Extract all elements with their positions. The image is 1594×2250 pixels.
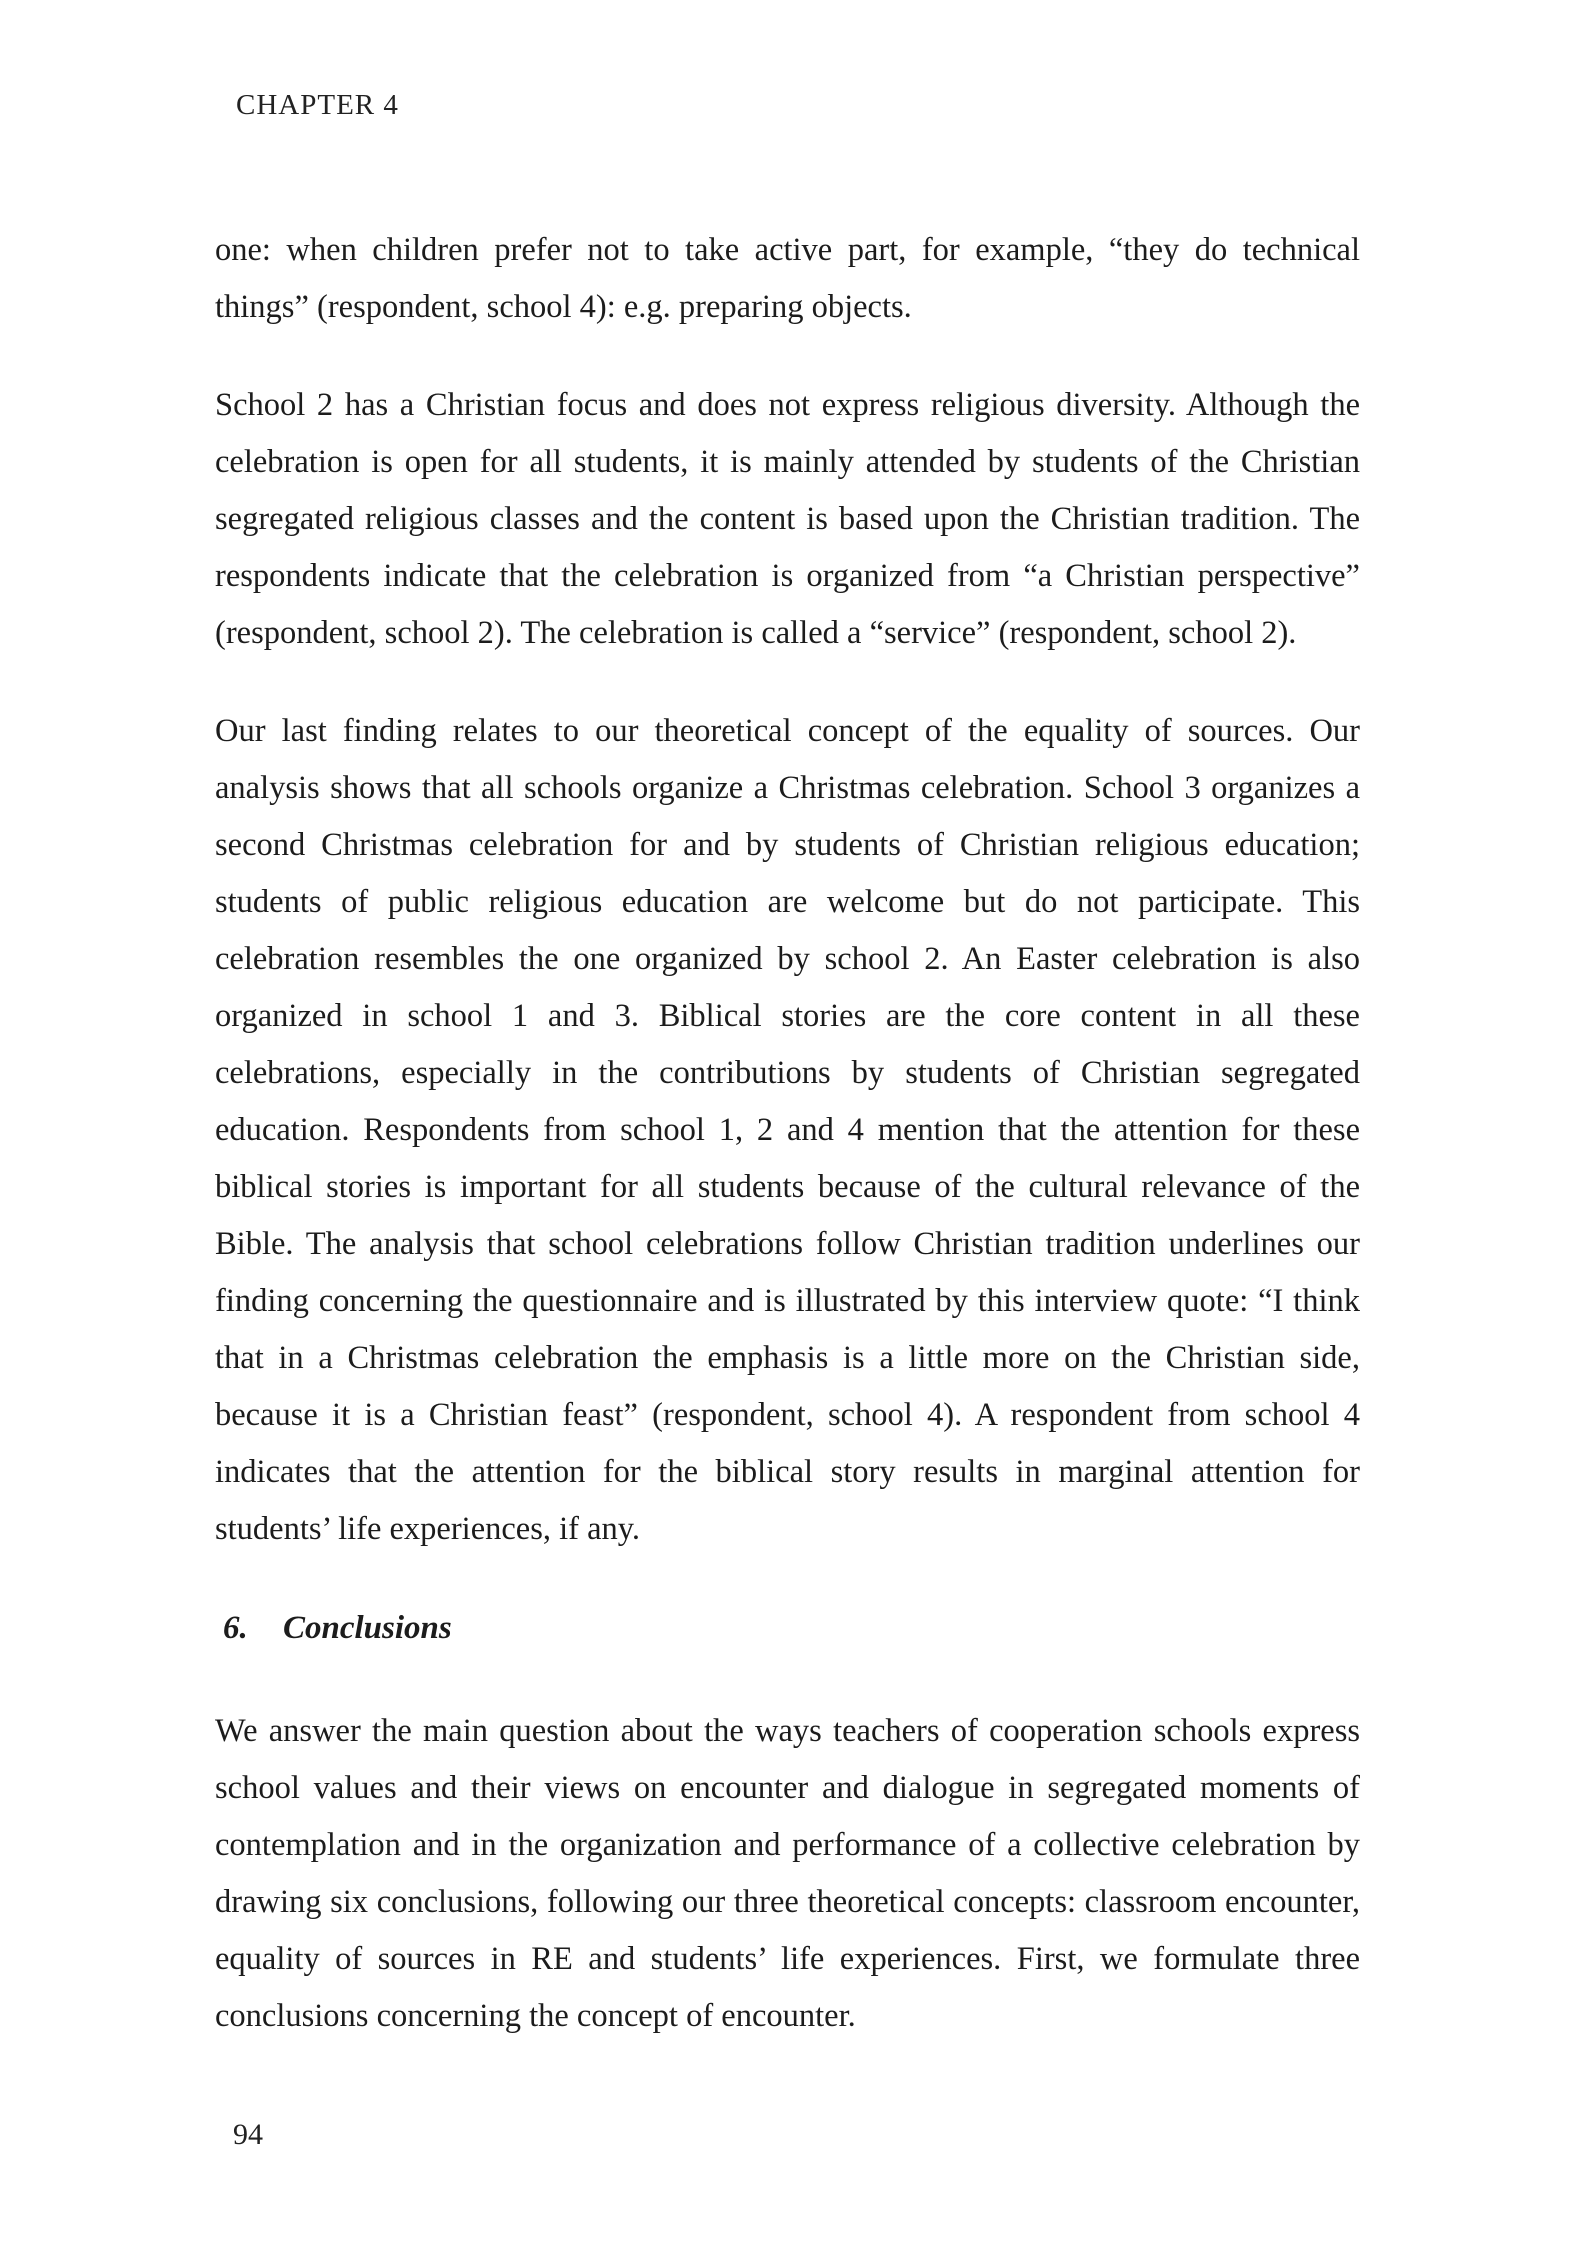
section-heading-number: 6.: [223, 1610, 248, 1646]
body-paragraph: Our last finding relates to our theoretical concept of the equality of sources. Our analysis shows that all schools organize a Christmas celebration. School 3 organizes a second Christmas celebration for and by students of Christian religious education; students of public religious education are welcome but do not participate. This celebration resembles the one organized by school 2. An Easter celebration is also organized in school 1 and 3. Biblical stories are the core content in all these celebrations, especially in the contributions by students of Christian segregated education. Respondents from school 1, 2 and 4 mention that the attention for these biblical stories is important for all students because of the cultural relevance of the Bible. The analysis that school celebrations follow Christian tradition underlines our finding concerning the questionnaire and is illustrated by this interview quote: “I think that in a Christmas celebration the emphasis is a little more on the Christian side, because it is a Christian feast” (respondent, school 4). A respondent from school 4 indicates that the attention for the biblical story results in marginal attention for students’ life experiences, if any.: [215, 713, 1360, 1547]
page-body: [215, 222, 1360, 2045]
section-heading: [215, 1600, 1360, 1657]
page-number: 94: [233, 2118, 263, 2151]
chapter-running-header: CHAPTER 4: [236, 89, 399, 121]
body-paragraph: We answer the main question about the ways teachers of cooperation schools express school values and their views on encounter and dialogue in segregated moments of contemplation and in the organization and performance of a collective celebration by drawing six conclusions, following our three theoretical concepts: classroom encounter, equality of sources in RE and students’ life experiences. First, we formulate three conclusions concerning the concept of encounter.: [215, 1713, 1360, 2034]
body-paragraph: one: when children prefer not to take active part, for example, “they do technical things” (respondent, school 4): e.g. preparing objects.: [215, 232, 1360, 325]
section-heading-title: Conclusions: [283, 1610, 452, 1646]
body-paragraph: School 2 has a Christian focus and does not express religious diversity. Although the celebration is open for all students, it is mainly attended by students of the Christian segregated religious classes and the content is based upon the Christian tradition. The respondents indicate that the celebration is organized from “a Christian perspective” (respondent, school 2). The celebration is called a “service” (respondent, school 2).: [215, 387, 1360, 651]
